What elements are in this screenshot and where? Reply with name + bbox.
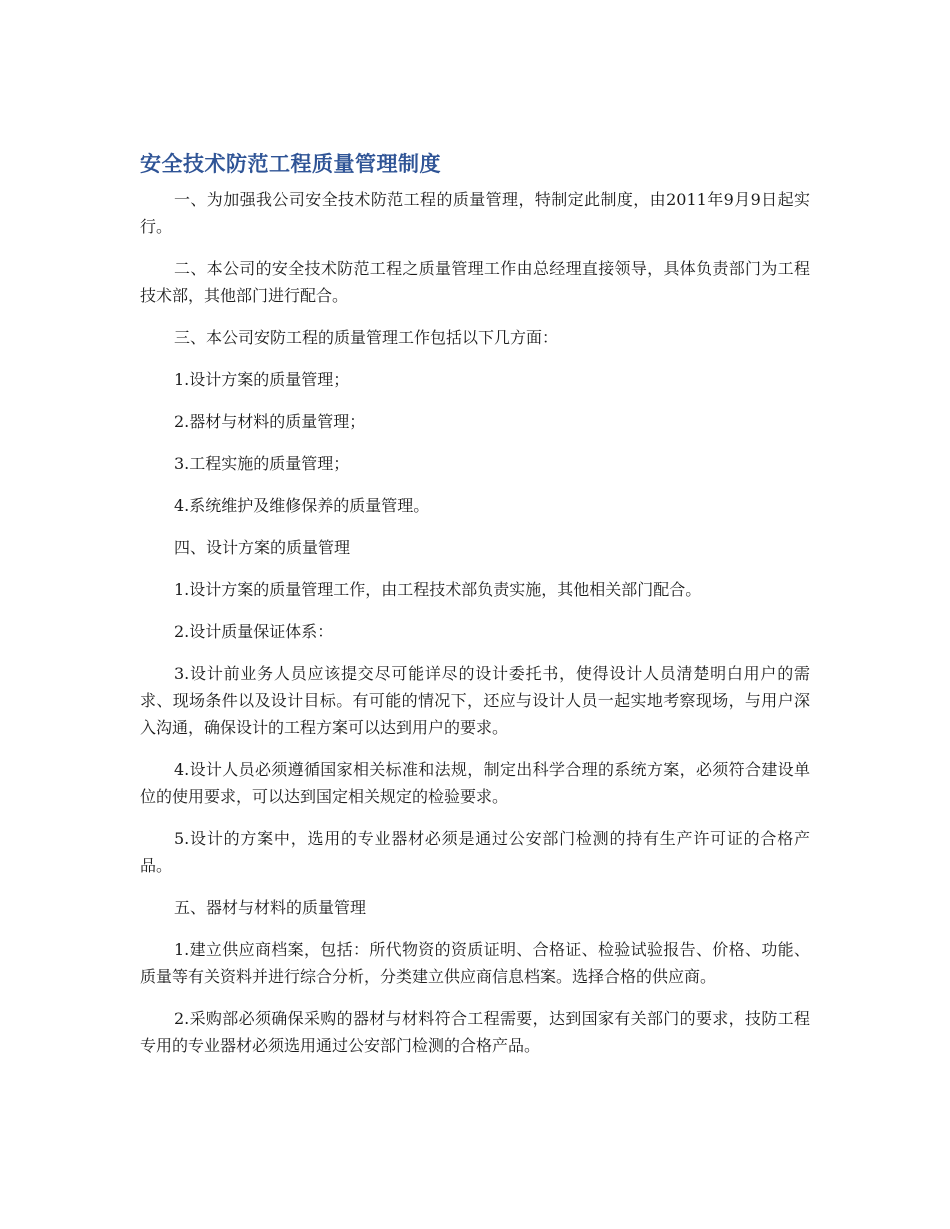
- paragraph-15: 1.建立供应商档案，包括：所代物资的资质证明、合格证、检验试验报告、价格、功能、质量等有关资料并进行综合分析，分类建立供应商信息档案。选择合格的供应商。: [140, 940, 810, 986]
- paragraph-13: 5.设计的方案中，选用的专业器材必须是通过公安部门检测的持有生产许可证的合格产品。: [140, 829, 810, 875]
- paragraph-2: 二、本公司的安全技术防范工程之质量管理工作由总经理直接领导，具体负责部门为工程技术部，其他部门进行配合。: [140, 259, 810, 305]
- paragraph-1: 一、为加强我公司安全技术防范工程的质量管理，特制定此制度，由2011年9月9日起实行。: [140, 190, 810, 236]
- paragraph-5: 2.器材与材料的质量管理；: [174, 412, 366, 431]
- paragraph-11: 3.设计前业务人员应该提交尽可能详尽的设计委托书，使得设计人员清楚明白用户的需求、现场条件以及设计目标。有可能的情况下，还应与设计人员一起实地考察现场，与用户深入沟通，确保设计的工程方案可以达到用户的要求。: [140, 664, 810, 737]
- paragraph-4: 1.设计方案的质量管理；: [174, 370, 350, 389]
- document-title: 安全技术防范工程质量管理制度: [140, 152, 441, 176]
- paragraph-12: 4.设计人员必须遵循国家相关标准和法规，制定出科学合理的系统方案，必须符合建设单位的使用要求，可以达到国定相关规定的检验要求。: [140, 760, 810, 806]
- paragraph-6: 3.工程实施的质量管理；: [174, 454, 350, 473]
- paragraph-14: 五、器材与材料的质量管理: [174, 898, 367, 917]
- paragraph-8: 四、设计方案的质量管理: [174, 538, 351, 557]
- paragraph-9: 1.设计方案的质量管理工作，由工程技术部负责实施，其他相关部门配合。: [174, 580, 702, 599]
- document-page: [140, 148, 810, 1074]
- paragraph-16: 2.采购部必须确保采购的器材与材料符合工程需要，达到国家有关部门的要求，技防工程专用的专业器材必须选用通过公安部门检测的合格产品。: [140, 1009, 810, 1055]
- paragraph-10: 2.设计质量保证体系：: [174, 622, 334, 641]
- paragraph-7: 4.系统维护及维修保养的质量管理。: [174, 496, 430, 515]
- paragraph-3: 三、本公司安防工程的质量管理工作包括以下几方面：: [174, 328, 559, 347]
